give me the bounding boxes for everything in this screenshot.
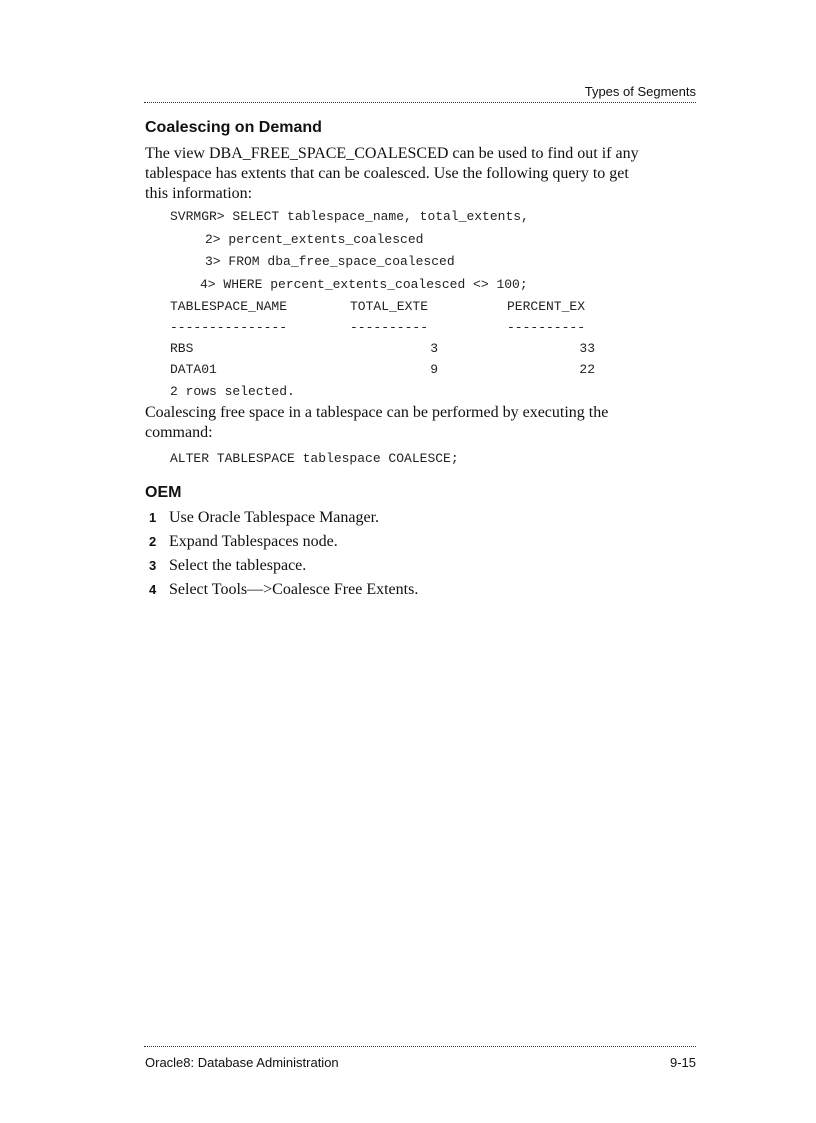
step-number: 4 — [149, 582, 157, 597]
column-header: TOTAL_EXTE — [350, 299, 429, 314]
section-heading-coalescing: Coalescing on Demand — [145, 119, 322, 136]
query-line-4: 4> WHERE percent_extents_coalesced <> 100; — [200, 277, 528, 292]
column-header: PERCENT_EX — [507, 299, 586, 314]
column-underline: ---------- — [350, 320, 429, 335]
column-header: TABLESPACE_NAME — [170, 299, 288, 314]
footer-book-title: Oracle8: Database Administration — [145, 1055, 339, 1070]
total-extents-cell: 3 — [430, 341, 438, 356]
step-number: 2 — [149, 534, 157, 549]
running-header: Types of Segments — [584, 84, 696, 99]
tablespace-name-cell: RBS — [170, 341, 194, 356]
step-text: Select Tools—>Coalesce Free Extents. — [169, 581, 419, 598]
query-line-3: 3> FROM dba_free_space_coalesced — [205, 254, 455, 269]
rows-selected-text: 2 rows selected. — [170, 384, 295, 399]
column-underline: ---------- — [507, 320, 586, 335]
total-extents-cell: 9 — [430, 362, 438, 377]
query-line-1: SVRMGR> SELECT tablespace_name, total_extents, — [170, 209, 529, 224]
header-divider — [144, 102, 696, 103]
query-line-2: 2> percent_extents_coalesced — [205, 232, 424, 247]
tablespace-name-cell: DATA01 — [170, 362, 217, 377]
intro-paragraph: The view DBA_FREE_SPACE_COALESCED can be used to find out if any tablespace has extents that can be coalesced. Use the following query to get this information: — [145, 145, 639, 202]
page-number: 9-15 — [669, 1055, 696, 1070]
step-number: 3 — [149, 558, 157, 573]
step-text: Select the tablespace. — [169, 557, 307, 574]
alter-command: ALTER TABLESPACE tablespace COALESCE; — [170, 451, 459, 466]
step-text: Use Oracle Tablespace Manager. — [169, 509, 380, 526]
percent-coalesced-cell: 33 — [579, 341, 595, 356]
column-underline: --------------- — [170, 320, 288, 335]
coalesce-paragraph: Coalescing free space in a tablespace can be performed by executing the command: — [145, 404, 609, 441]
percent-coalesced-cell: 22 — [579, 362, 595, 377]
step-number: 1 — [149, 510, 157, 525]
step-text: Expand Tablespaces node. — [169, 533, 338, 550]
section-heading-oem: OEM — [145, 484, 182, 501]
footer-divider — [144, 1046, 696, 1047]
